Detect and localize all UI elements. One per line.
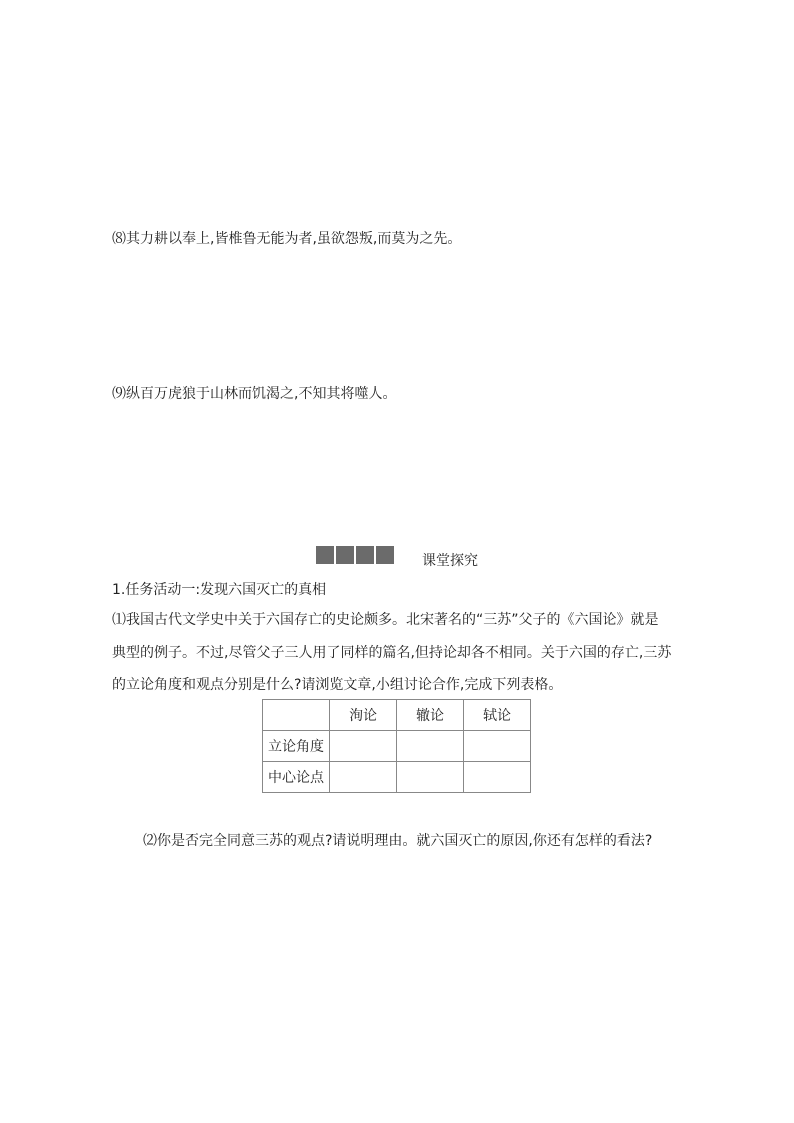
table-row-label: 中心论点 bbox=[263, 762, 330, 793]
task-1-heading: 1.任务活动一:发现六国灭亡的真相 bbox=[112, 582, 327, 598]
table-cell bbox=[464, 731, 531, 762]
table-header-cell: 洵论 bbox=[330, 700, 397, 731]
table-row-label: 立论角度 bbox=[263, 731, 330, 762]
banner-block bbox=[316, 546, 334, 564]
item-9-text: ⑼纵百万虎狼于山林而饥渴之,不知其将噬人。 bbox=[112, 386, 397, 402]
task-1-q2-text: ⑵你是否完全同意三苏的观点?请说明理由。就六国灭亡的原因,你还有怎样的看法? bbox=[143, 833, 653, 849]
banner-block bbox=[356, 546, 374, 564]
table-header-cell bbox=[263, 700, 330, 731]
task-1-q1-line-1: ⑴我国古代文学史中关于六国存亡的史论颇多。北宋著名的“三苏”父子的《六国论》就是 bbox=[112, 612, 659, 628]
section-banner-blocks bbox=[316, 546, 394, 564]
section-title: 课堂探究 bbox=[422, 553, 478, 569]
task-1-q1-line-3: 的立论角度和观点分别是什么?请浏览文章,小组讨论合作,完成下列表格。 bbox=[112, 677, 563, 693]
banner-block bbox=[336, 546, 354, 564]
task-1-q1-line-2: 典型的例子。不过,尽管父子三人用了同样的篇名,但持论却各不相同。关于六国的存亡,三苏 bbox=[112, 645, 672, 661]
table-cell bbox=[397, 762, 464, 793]
table-cell bbox=[464, 762, 531, 793]
item-8-text: ⑻其力耕以奉上,皆椎鲁无能为者,虽欲怨叛,而莫为之先。 bbox=[112, 231, 462, 247]
table-cell bbox=[330, 762, 397, 793]
table-header-cell: 辙论 bbox=[397, 700, 464, 731]
three-su-table bbox=[262, 699, 531, 793]
table-cell bbox=[397, 731, 464, 762]
table-header-row bbox=[263, 700, 531, 731]
table-header-cell: 轼论 bbox=[464, 700, 531, 731]
section-banner bbox=[316, 545, 478, 569]
table-row bbox=[263, 762, 531, 793]
table-row bbox=[263, 731, 531, 762]
banner-block bbox=[376, 546, 394, 564]
table-cell bbox=[330, 731, 397, 762]
